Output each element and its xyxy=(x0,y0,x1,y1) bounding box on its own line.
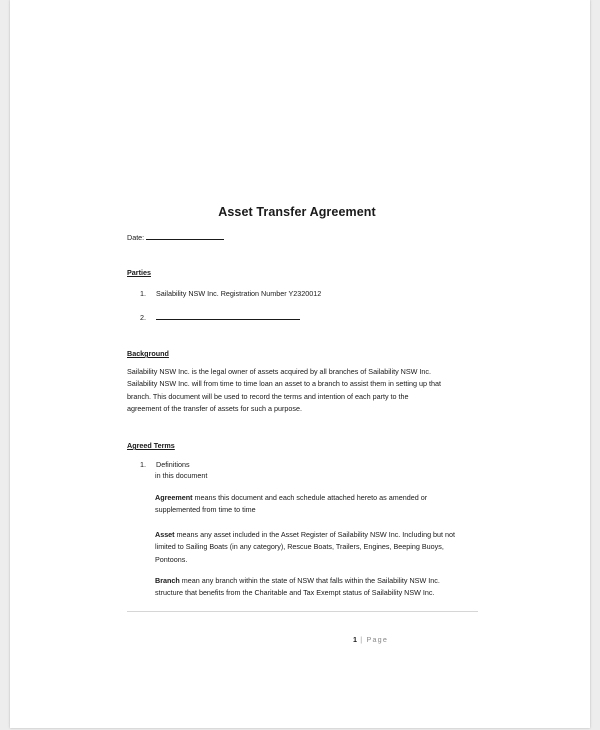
background-line: agreement of the transfer of assets for such a purpose. xyxy=(127,403,302,413)
document-page xyxy=(10,0,590,728)
page-footer xyxy=(353,635,388,644)
parties-heading: Parties xyxy=(127,268,151,277)
date-label: Date: xyxy=(127,233,145,242)
background-line: Sailability NSW Inc. will from time to time loan an asset to a branch to assist them in setting up that xyxy=(127,379,441,389)
definition-term: Branch xyxy=(155,576,180,585)
definition-term: Asset xyxy=(155,530,175,539)
background-line: Sailability NSW Inc. is the legal owner of assets acquired by all branches of Sailability NSW Inc. xyxy=(127,367,432,376)
background-line: branch. This document will be used to record the terms and intention of each party to the xyxy=(127,391,409,401)
definition-text: structure that benefits from the Charitable and Tax Exempt status of Sailability NSW Inc. xyxy=(155,588,435,598)
definition-term: Agreement xyxy=(155,493,193,502)
definitions-intro: in this document xyxy=(155,471,208,480)
party-item-1 xyxy=(140,288,321,300)
definition-asset xyxy=(155,529,485,566)
document-title: Asset Transfer Agreement xyxy=(218,205,376,219)
definition-text: Pontoons. xyxy=(155,554,188,564)
definition-text: means any asset included in the Asset Register of Sailability NSW Inc. Including but not xyxy=(174,530,456,539)
party-name: Sailability NSW Inc. Registration Number Y2320012 xyxy=(156,289,322,298)
definition-text: supplemented from time to time xyxy=(155,505,256,515)
page-number: 1 xyxy=(353,635,357,644)
party-number: 2. xyxy=(140,313,146,322)
page-label: Page xyxy=(366,635,389,644)
definitions-title: Definitions xyxy=(156,460,190,469)
party-blank-line xyxy=(156,311,300,320)
definitions-number: 1. xyxy=(140,460,146,469)
footer-rule xyxy=(127,611,478,612)
party-number: 1. xyxy=(140,289,146,298)
background-paragraph xyxy=(127,366,487,415)
date-field xyxy=(127,231,224,244)
party-item-2 xyxy=(140,311,300,324)
definition-agreement xyxy=(155,492,485,517)
definition-text: limited to Sailing Boats (in any category), Rescue Boats, Trailers, Engines, Beeping Buoys, xyxy=(155,542,444,552)
background-heading: Background xyxy=(127,349,169,358)
date-blank-line xyxy=(146,231,224,240)
definition-branch xyxy=(155,575,485,600)
page-separator: | xyxy=(360,635,364,644)
agreed-terms-heading: Agreed Terms xyxy=(127,441,175,450)
definition-text: means this document and each schedule attached hereto as amended or xyxy=(192,493,428,502)
definition-text: mean any branch within the state of NSW that falls within the Sailability NSW Inc. xyxy=(179,576,440,585)
